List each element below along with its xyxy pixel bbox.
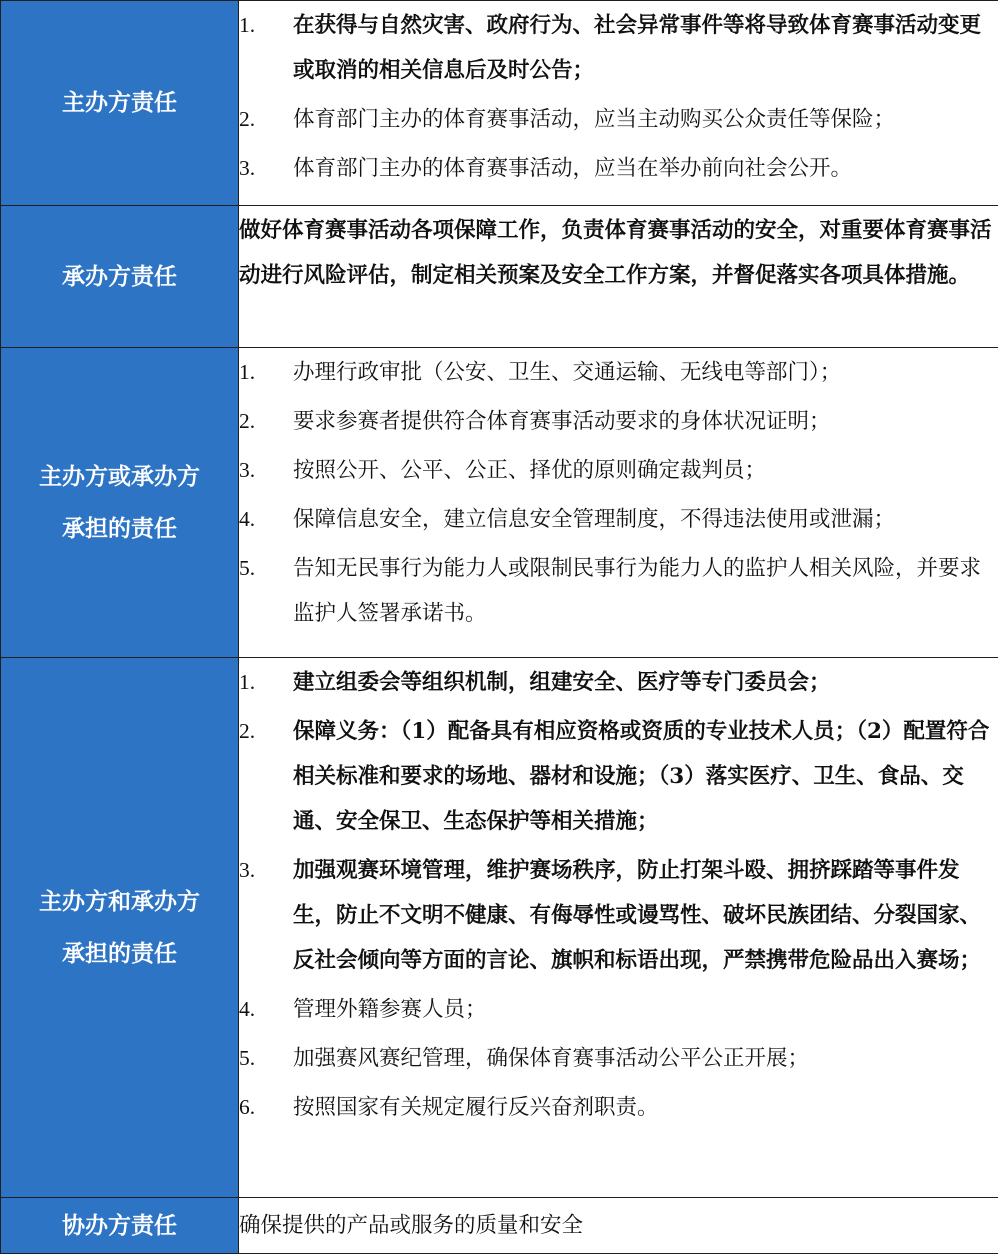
list-item xyxy=(239,658,998,707)
item-text: 办理行政审批（公安、卫生、交通运输、无线电等部门）； xyxy=(293,350,998,395)
row-content-co-organizer xyxy=(239,1198,998,1254)
list-item xyxy=(239,95,998,144)
item-text: 按照国家有关规定履行反兴奋剂职责。 xyxy=(293,1085,998,1130)
item-number: 1. xyxy=(239,3,293,93)
item-number: 3. xyxy=(239,146,293,191)
list-item xyxy=(239,1,998,95)
list-item xyxy=(239,397,998,446)
item-text: 建立组委会等组织机制，组建安全、医疗等专门委员会； xyxy=(293,660,998,705)
paragraph-text: 做好体育赛事活动各项保障工作，负责体育赛事活动的安全，对重要体育赛事活动进行风险评估，制定相关预案及安全工作方案，并督促落实各项具体措施。 xyxy=(239,206,998,300)
row-content-organizer-or-undertaker xyxy=(239,348,998,658)
list-item xyxy=(239,446,998,495)
item-number: 1. xyxy=(239,660,293,705)
paragraph-text: 确保提供的产品或服务的质量和安全 xyxy=(239,1203,998,1248)
item-text: 加强观赛环境管理，维护赛场秩序，防止打架斗殴、拥挤踩踏等事件发生，防止不文明不健康、有侮辱性或谩骂性、破坏民族团结、分裂国家、反社会倾向等方面的言论、旗帜和标语出现，严禁携带危险品出入赛场； xyxy=(293,848,998,983)
row-content-organizer xyxy=(239,1,998,206)
item-number: 6. xyxy=(239,1085,293,1130)
item-number: 5. xyxy=(239,546,293,636)
list-item xyxy=(239,985,998,1034)
item-number: 4. xyxy=(239,497,293,542)
row-label-undertaker xyxy=(1,206,239,348)
row-label-line: 主办方和承办方 xyxy=(1,876,238,928)
row-label-text: 承办方责任 xyxy=(62,263,177,290)
list-item xyxy=(239,846,998,985)
item-text: 管理外籍参赛人员； xyxy=(293,987,998,1032)
row-label-line: 承担的责任 xyxy=(1,928,238,980)
item-number: 2. xyxy=(239,399,293,444)
item-number: 3. xyxy=(239,448,293,493)
table-row xyxy=(1,658,998,1198)
row-content-undertaker xyxy=(239,206,998,348)
item-number: 2. xyxy=(239,97,293,142)
row-label-line: 承担的责任 xyxy=(1,503,238,555)
row-label-organizer xyxy=(1,1,239,206)
list-item xyxy=(239,707,998,846)
list-item xyxy=(239,544,998,638)
item-number: 1. xyxy=(239,350,293,395)
row-label-organizer-or-undertaker xyxy=(1,348,239,658)
row-label-line: 主办方或承办方 xyxy=(1,451,238,503)
row-label-organizer-and-undertaker xyxy=(1,658,239,1198)
item-text: 体育部门主办的体育赛事活动，应当在举办前向社会公开。 xyxy=(293,146,998,191)
item-number: 4. xyxy=(239,987,293,1032)
item-text: 体育部门主办的体育赛事活动，应当主动购买公众责任等保险； xyxy=(293,97,998,142)
item-number: 2. xyxy=(239,709,293,844)
table-row xyxy=(1,1,998,206)
table-row xyxy=(1,348,998,658)
row-content-organizer-and-undertaker xyxy=(239,658,998,1198)
list-item xyxy=(239,495,998,544)
row-label-co-organizer xyxy=(1,1198,239,1254)
item-number: 3. xyxy=(239,848,293,983)
item-number: 5. xyxy=(239,1036,293,1081)
row-label-text: 主办方责任 xyxy=(62,89,177,116)
item-text: 告知无民事行为能力人或限制民事行为能力人的监护人相关风险，并要求监护人签署承诺书。 xyxy=(293,546,998,636)
list-item xyxy=(239,1083,998,1132)
item-text: 保障义务：（1）配备具有相应资格或资质的专业技术人员；（2）配置符合相关标准和要求的场地、器材和设施；（3）落实医疗、卫生、食品、交通、安全保卫、生态保护等相关措施； xyxy=(293,709,998,844)
list-item xyxy=(239,1034,998,1083)
list-item xyxy=(239,348,998,397)
item-text: 按照公开、公平、公正、择优的原则确定裁判员； xyxy=(293,448,998,493)
item-text: 在获得与自然灾害、政府行为、社会异常事件等将导致体育赛事活动变更或取消的相关信息后及时公告； xyxy=(293,3,998,93)
table-row xyxy=(1,1198,998,1254)
item-text: 加强赛风赛纪管理，确保体育赛事活动公平公正开展； xyxy=(293,1036,998,1081)
table-row xyxy=(1,206,998,348)
row-label-text: 协办方责任 xyxy=(62,1212,177,1239)
list-item xyxy=(239,144,998,193)
item-text: 保障信息安全，建立信息安全管理制度，不得违法使用或泄漏； xyxy=(293,497,998,542)
item-text: 要求参赛者提供符合体育赛事活动要求的身体状况证明； xyxy=(293,399,998,444)
